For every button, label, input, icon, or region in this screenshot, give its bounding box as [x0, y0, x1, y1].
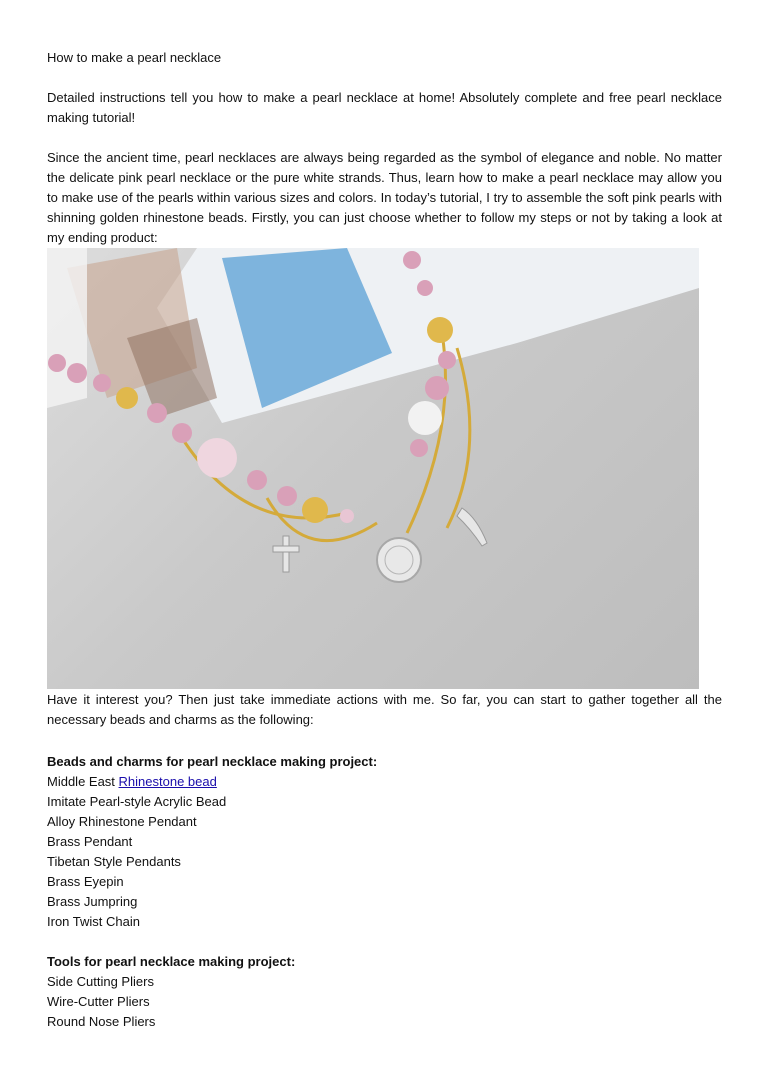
beads-list-item: Brass Jumpring — [47, 894, 138, 909]
history-paragraph: Since the ancient time, pearl necklaces are always being regarded as the symbol of elegance and noble. No matter the delicate pink pearl necklace or the pure white strands. Thus, learn how to make a pearl necklace may allow you to make use of the pearls within various sizes and colors. In today’s tutorial, I try to assemble the soft pink pearls with shinning golden rhinestone beads. Firstly, you can just choose whether to follow my steps or not by taking a look at my ending product: — [47, 150, 722, 245]
shoe-pendant-icon — [457, 508, 487, 546]
tools-list-item: Side Cutting Pliers — [47, 974, 154, 989]
necklace-illustration — [47, 248, 699, 689]
beads-list-item: Brass Eyepin — [47, 874, 124, 889]
magazine-text-column — [47, 248, 87, 408]
necklace-photo — [47, 248, 699, 689]
intro-paragraph: Detailed instructions tell you how to make a pearl necklace at home! Absolutely complete and free pearl necklace making tutorial! — [47, 90, 722, 125]
tools-list-item: Round Nose Pliers — [47, 1014, 156, 1029]
coin-pendant-icon — [377, 538, 421, 582]
rhinestone-bead-link[interactable]: Rhinestone bead — [118, 774, 217, 789]
gold-chain-2 — [447, 348, 470, 528]
cross-pendant-icon — [273, 536, 299, 572]
beads-heading: Beads and charms for pearl necklace making project: — [47, 754, 378, 769]
beads-section — [47, 752, 377, 932]
gather-paragraph: Have it interest you? Then just take immediate actions with me. So far, you can start to gather together all the necessary beads and charms as the following: — [47, 692, 722, 727]
beads-list-item: Imitate Pearl-style Acrylic Bead — [47, 794, 227, 809]
beads-list-item — [47, 772, 377, 792]
beads-item-prefix: Middle East — [47, 774, 119, 789]
tools-heading: Tools for pearl necklace making project: — [47, 954, 296, 969]
beads-list-item: Iron Twist Chain — [47, 914, 140, 929]
beads-list-item: Alloy Rhinestone Pendant — [47, 814, 197, 829]
beads-list-item: Tibetan Style Pendants — [47, 854, 181, 869]
tools-list-item: Wire-Cutter Pliers — [47, 994, 150, 1009]
tools-section — [47, 952, 295, 1032]
document-title: How to make a pearl necklace — [47, 50, 222, 65]
beads-list-item: Brass Pendant — [47, 834, 133, 849]
